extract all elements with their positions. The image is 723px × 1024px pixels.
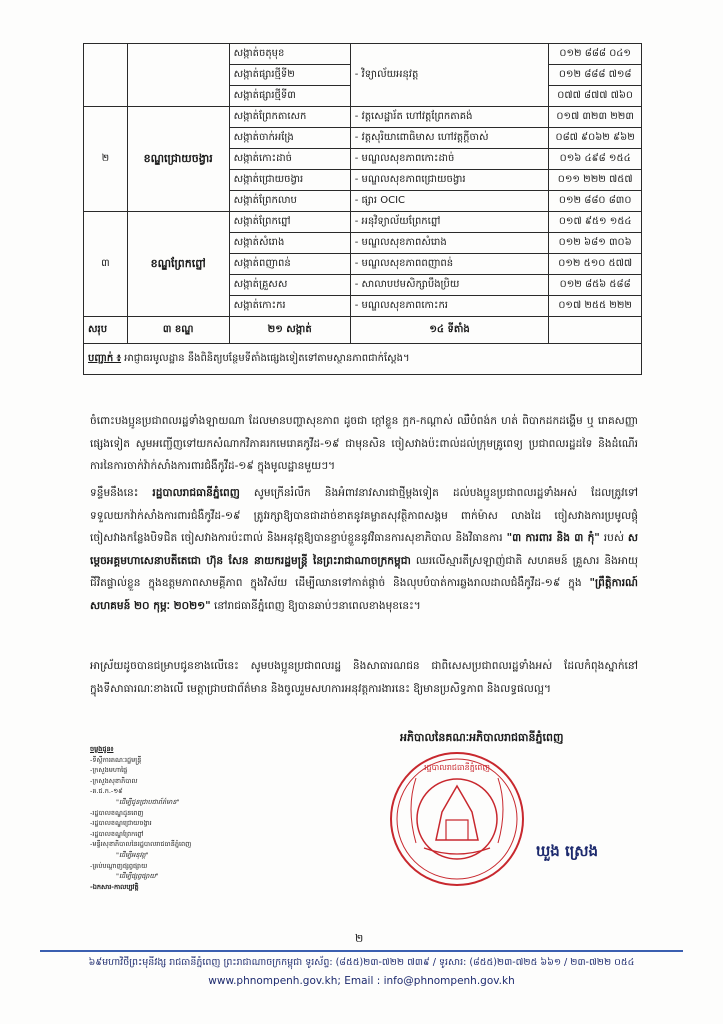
- sangkat-name: សង្កាត់ចតុមុខ: [229, 44, 350, 65]
- note-label: បញ្ជាក់ ៖: [88, 353, 122, 364]
- total-zones: ៣ ខណ្ឌ: [127, 317, 229, 344]
- contact-phone: ០១៧ ៣២៣ ២២៣: [549, 107, 642, 128]
- vaccination-site: - មណ្ឌលសុខភាពសំរោង: [350, 233, 549, 254]
- sangkat-name: សង្កាត់ព្រែកលាប: [229, 191, 350, 212]
- contact-phone: ០១២ ៨៨៨ ៧១៨: [549, 65, 642, 86]
- vaccination-site: - ផ្សារ OCIC: [350, 191, 549, 212]
- table-row: [84, 44, 642, 65]
- total-sangkats: ២១ សង្កាត់: [229, 317, 350, 344]
- vaccination-site: - មណ្ឌលសុខភាពកោះករ: [350, 296, 549, 317]
- footer-contact: www.phnompenh.gov.kh; Email : info@phnompenh.gov.kh: [208, 975, 515, 987]
- zone-name: ខណ្ឌព្រែកព្នៅ: [127, 212, 229, 317]
- vaccination-site: - វត្តសុរិយាពោធិមាស ហៅវត្តក្តីចាស់: [350, 128, 549, 149]
- vaccination-site: - អនុវិទ្យាល័យព្រែកព្នៅ: [350, 212, 549, 233]
- recipient-item: -ទីស្តីការគណៈរដ្ឋមន្ត្រី: [90, 755, 142, 764]
- contact-phone: ០១២ ៨៨០ ៨៣០: [549, 191, 642, 212]
- contact-phone: ០១២ ៨៨៨ ០៤១: [549, 44, 642, 65]
- sangkat-name: សង្កាត់ជ្រោយចង្វារ: [229, 170, 350, 191]
- vaccination-site: - មណ្ឌលសុខភាពពញាពន់: [350, 254, 549, 275]
- total-row: [84, 317, 642, 344]
- sangkat-name: សង្កាត់ព្រែកតាសេក: [229, 107, 350, 128]
- recipient-item: "ដើម្បីជូនជ្រាបជាព័ត៌មាន": [116, 797, 180, 806]
- vaccination-site: - សាលាបឋមសិក្សាបឹងប្រិយ: [350, 275, 549, 296]
- paragraph-conclusion: អាស្រ័យដូចបានជម្រាបជូនខាងលើនេះ សូមបងប្អូនប្រជាពលរដ្ឋ និងសាធារណជន ជាពិសេសប្រជាពលរដ្ឋទាំងអស់ ដែលកំពុងស្នាក់នៅក្នុងទីសាធារណៈខាងលើ មេត្តាជ្រាបជាព័ត៌មាន និងចូលរួមសហការអនុវត្តការងារនេះ ឱ្យមានប្រសិទ្ធភាព និងលទ្ធផលល្អ។: [90, 660, 638, 695]
- vaccination-site: - វិទ្យាល័យអនុវត្ត: [350, 44, 549, 107]
- contact-phone: ០១៧ ៩៥១ ១៥៤: [549, 212, 642, 233]
- contact-phone: ០១១ ២២២ ៧៥៧: [549, 170, 642, 191]
- recipient-item: -រដ្ឋបាលខណ្ឌដូនពេញ: [90, 808, 144, 817]
- sangkat-name: សង្កាត់សំរោង: [229, 233, 350, 254]
- recipient-item: -ឯកសារ-កាលប្បវត្តិ: [90, 882, 139, 891]
- recipient-item: -គ.ជ.ក.-១៩: [90, 787, 123, 796]
- paragraph-appeal: ទន្ទឹមនឹងនេះ រដ្ឋបាលរាជធានីភ្នំពេញ សូមក្រើនរំលឹក និងអំពាវនាវសារជាថ្មីម្តងទៀត ដល់បងប្អូនប្រជាពលរដ្ឋទាំងអស់ ដែលត្រូវទៅទទួលយកវ៉ាក់សាំងការពារជំងឺកូវីដ-១៩ ត្រូវរក្សាឱ្យបានជាដាច់ខាតនូវគម្លាតសុវត្ថិភាពសង្គម ពាក់ម៉ាស លាងដៃ ចៀសវាងការប្រមូលផ្តុំ ចៀសវាងកន្លែងបិទជិត ចៀសវាងការប៉ះពាល់ និងអនុវត្តឱ្យបានខ្ជាប់ខ្ជួននូវវិធានការសុខាភិបាល និងវិធានការ "៣ ការពារ និង ៣ កុំ" របស់ សម្តេចអគ្គមហាសេនាបតីតេជោ ហ៊ុន សែន នាយករដ្ឋមន្ត្រី នៃព្រះរាជាណាចក្រកម្ពុជា ឈរលើស្មារតីស្រឡាញ់ជាតិ សហគមន៍ គ្រួសារ និងអាយុជីវិតផ្ទាល់ខ្លួន ក្នុងឧត្តមភាពសាមគ្គីភាព ក្នុងវិស័យ ដើម្បីឈានទៅកាត់ផ្តាច់ និងលុបបំបាត់ការឆ្លងរាលដាលជំងឺកូវីដ-១៩ ក្នុង "ព្រឹត្តិការណ៍សហគមន៍ ២០ កុម្ភៈ ២០២១" នៅរាជធានីភ្នំពេញ ឱ្យបានឆាប់ៗនាពេលខាងមុខនេះ។: [90, 487, 639, 612]
- sangkat-name: សង្កាត់ចាក់អង្រែ: [229, 128, 350, 149]
- table-row: [84, 212, 642, 233]
- sangkat-name: សង្កាត់ផ្សារថ្មីទី២: [229, 65, 350, 86]
- footer-divider: [40, 950, 683, 952]
- sangkat-name: សង្កាត់ផ្សារថ្មីទី៣: [229, 86, 350, 107]
- page-number: ២: [355, 932, 364, 945]
- sangkat-name: សង្កាត់ព្រែកព្នៅ: [229, 212, 350, 233]
- paragraph-health-advice: ចំពោះបងប្អូនប្រជាពលរដ្ឋទាំងឡាយណា ដែលមានបញ្ហាសុខភាព ដូចជា ក្តៅខ្លួន ក្អក-កណ្តាស់ ឈឺបំពង់ក ហត់ ពិបាកដកដង្ហើម ឬ រោគសញ្ញាផ្សេងទៀត សូមអញ្ជើញទៅយកសំណាកវិភាគរកមេរោគកូវីដ-១៩ ជាមុនសិន ចៀសវាងប៉ះពាល់ដល់ក្រុមគ្រូពេទ្យ ប្រជាពលរដ្ឋដទៃ និងដំណើរការនៃការចាក់វ៉ាក់សាំងការពារជំងឺកូវីដ-១៩ ក្នុងមូលដ្ឋានមួយៗ។: [90, 415, 638, 472]
- note-row: [84, 344, 642, 375]
- footer-address: ៦៩មហាវិថីព្រះមុនីវង្ស រាជធានីភ្នំពេញ ព្រះរាជាណាចក្រកម្ពុជា ទូរស័ព្ទ: (៨៥៥)២៣-៧២២ ៧៣៩ / ទូរសារ: (៨៥៥)២៣-៧២៥ ៦៦១ / ២៣-៧២២ ០៥៤: [88, 957, 635, 968]
- signatory-name: ឃួង ស្រេង: [536, 842, 599, 860]
- note-text: អាជ្ញាធរមូលដ្ឋាន នឹងពិនិត្យបន្ថែមទីតាំងផ្សេងទៀតទៅតាមស្ថានភាពជាក់ស្តែង។: [124, 353, 410, 364]
- recipient-item: -ក្រសួងមហាផ្ទៃ: [90, 766, 128, 775]
- signature-title: អភិបាលនៃគណៈអភិបាលរាជធានីភ្នំពេញ: [400, 731, 564, 744]
- recipient-item: -រដ្ឋបាលខណ្ឌព្រែកព្នៅ: [90, 829, 144, 838]
- table-row: [84, 107, 642, 128]
- vaccination-site: - វត្តសេដ្ឋារ័ត ហៅវត្តព្រែកតាគង់: [350, 107, 549, 128]
- sangkat-name: សង្កាត់គ្រួសស: [229, 275, 350, 296]
- recipient-item: -មន្ទីរសុខាភិបាលនៃរដ្ឋបាលរាជធានីភ្នំពេញ: [90, 840, 192, 849]
- zone-number: ២: [84, 107, 128, 212]
- zone-name: ខណ្ឌជ្រោយចង្វារ: [127, 107, 229, 212]
- contact-phone: ០១២ ៨៥៦ ៥៨៨: [549, 275, 642, 296]
- recipients-list: [90, 744, 270, 892]
- official-seal: [386, 748, 528, 890]
- sites-table: [83, 43, 642, 375]
- recipients-title: ចម្លងជូន៖: [90, 745, 114, 753]
- total-label: សរុប: [84, 317, 128, 344]
- contact-phone: ០១៦ ៤៩៨ ១៥៤: [549, 149, 642, 170]
- vaccination-site: - មណ្ឌលសុខភាពកោះដាច់: [350, 149, 549, 170]
- sangkat-name: សង្កាត់ពញាពន់: [229, 254, 350, 275]
- contact-phone: ០១៧ ២៥៥ ២២២: [549, 296, 642, 317]
- recipient-item: "ដើម្បីផ្សព្វផ្សាយ": [116, 872, 159, 881]
- recipient-item: -ក្រសួងសុខាភិបាល: [90, 776, 138, 785]
- total-sites: ១៤ ទីតាំង: [350, 317, 549, 344]
- contact-phone: ០១២ ៥១០ ៥៧៧: [549, 254, 642, 275]
- zone-name: [127, 44, 229, 107]
- sangkat-name: សង្កាត់កោះដាច់: [229, 149, 350, 170]
- svg-text:រដ្ឋបាលរាជធានីភ្នំពេញ: រដ្ឋបាលរាជធានីភ្នំពេញ: [423, 763, 491, 772]
- recipient-item: -រដ្ឋបាលខណ្ឌជ្រោយចង្វារ: [90, 819, 152, 828]
- recipient-item: -គ្រប់បណ្តាញផ្សព្វផ្សាយ: [90, 861, 148, 870]
- zone-number: [84, 44, 128, 107]
- contact-phone: ០១២ ៦៨១ ៣០៦: [549, 233, 642, 254]
- contact-phone: ០៧៧ ៨៧៧ ៧៦០: [549, 86, 642, 107]
- recipient-item: "ដើម្បីអនុវត្ត": [116, 850, 149, 859]
- contact-phone: ០៨៧ ៩០៦២ ៩៦២: [549, 128, 642, 149]
- sangkat-name: សង្កាត់កោះករ: [229, 296, 350, 317]
- zone-number: ៣: [84, 212, 128, 317]
- vaccination-site: - មណ្ឌលសុខភាពជ្រោយចង្វារ: [350, 170, 549, 191]
